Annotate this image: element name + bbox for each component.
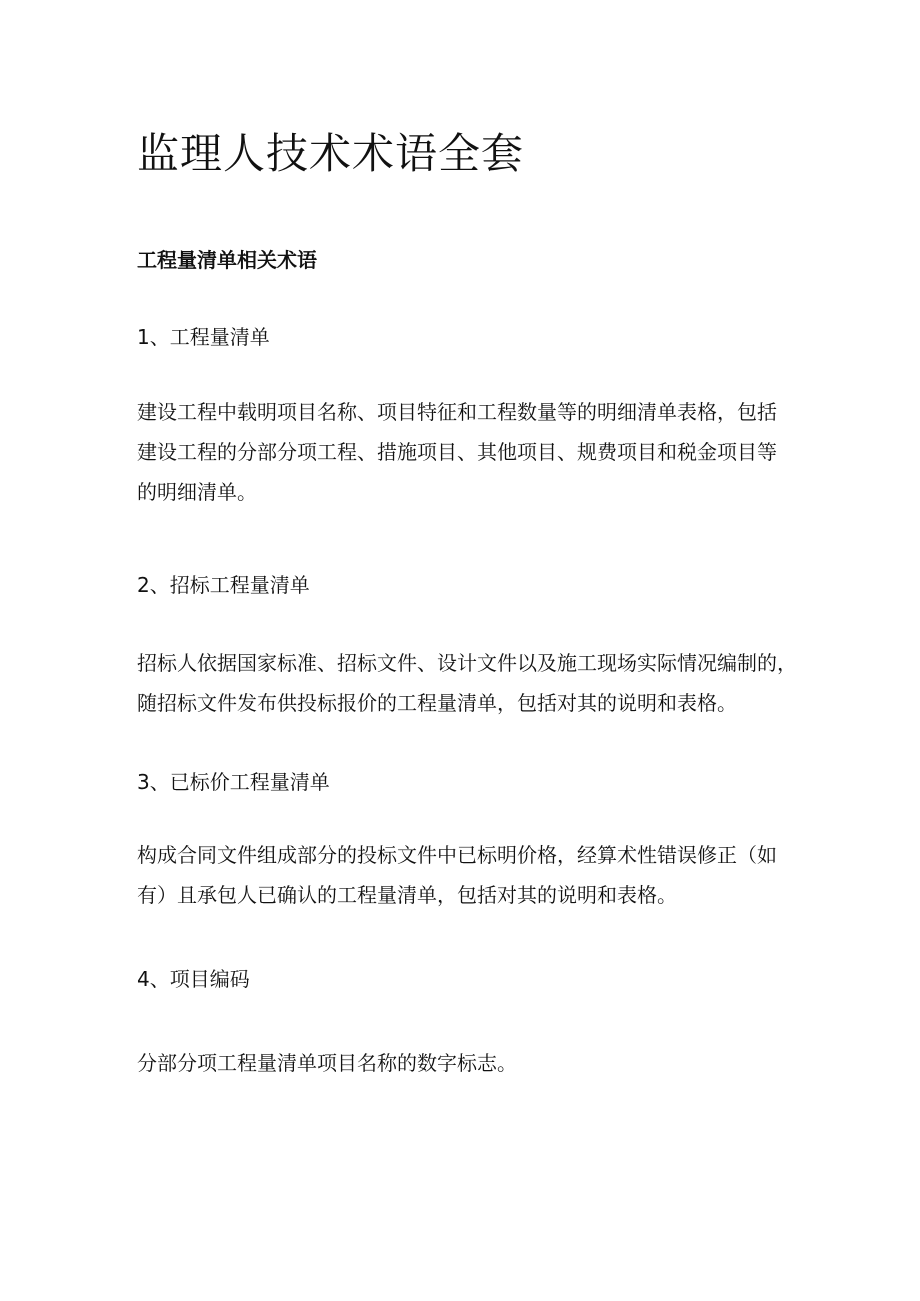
- term-heading-1: 1、工程量清单: [137, 325, 270, 349]
- definition-line: 建设工程中载明项目名称、项目特征和工程数量等的明细清单表格，包括: [137, 400, 777, 424]
- term-heading-3: 3、已标价工程量清单: [137, 770, 330, 794]
- section-heading: 工程量清单相关术语: [137, 248, 317, 272]
- definition-line: 分部分项工程量清单项目名称的数字标志。: [137, 1051, 517, 1075]
- definition-line: 建设工程的分部分项工程、措施项目、其他项目、规费项目和税金项目等: [137, 440, 777, 464]
- definition-line: 构成合同文件组成部分的投标文件中已标明价格，经算术性错误修正（如: [137, 843, 777, 867]
- term-heading-2: 2、招标工程量清单: [137, 573, 310, 597]
- term-definition-2: [137, 643, 802, 723]
- definition-line: 有）且承包人已确认的工程量清单，包括对其的说明和表格。: [137, 883, 677, 907]
- document-title: 监理人技术术语全套: [137, 129, 525, 178]
- term-definition-4: [137, 1043, 802, 1083]
- term-definition-3: [137, 835, 802, 915]
- definition-line: 的明细清单。: [137, 480, 257, 504]
- term-heading-4: 4、项目编码: [137, 967, 250, 991]
- term-definition-1: [137, 392, 802, 512]
- definition-line: 招标人依据国家标准、招标文件、设计文件以及施工现场实际情况编制的，: [137, 651, 797, 675]
- definition-line: 随招标文件发布供投标报价的工程量清单，包括对其的说明和表格。: [137, 691, 737, 715]
